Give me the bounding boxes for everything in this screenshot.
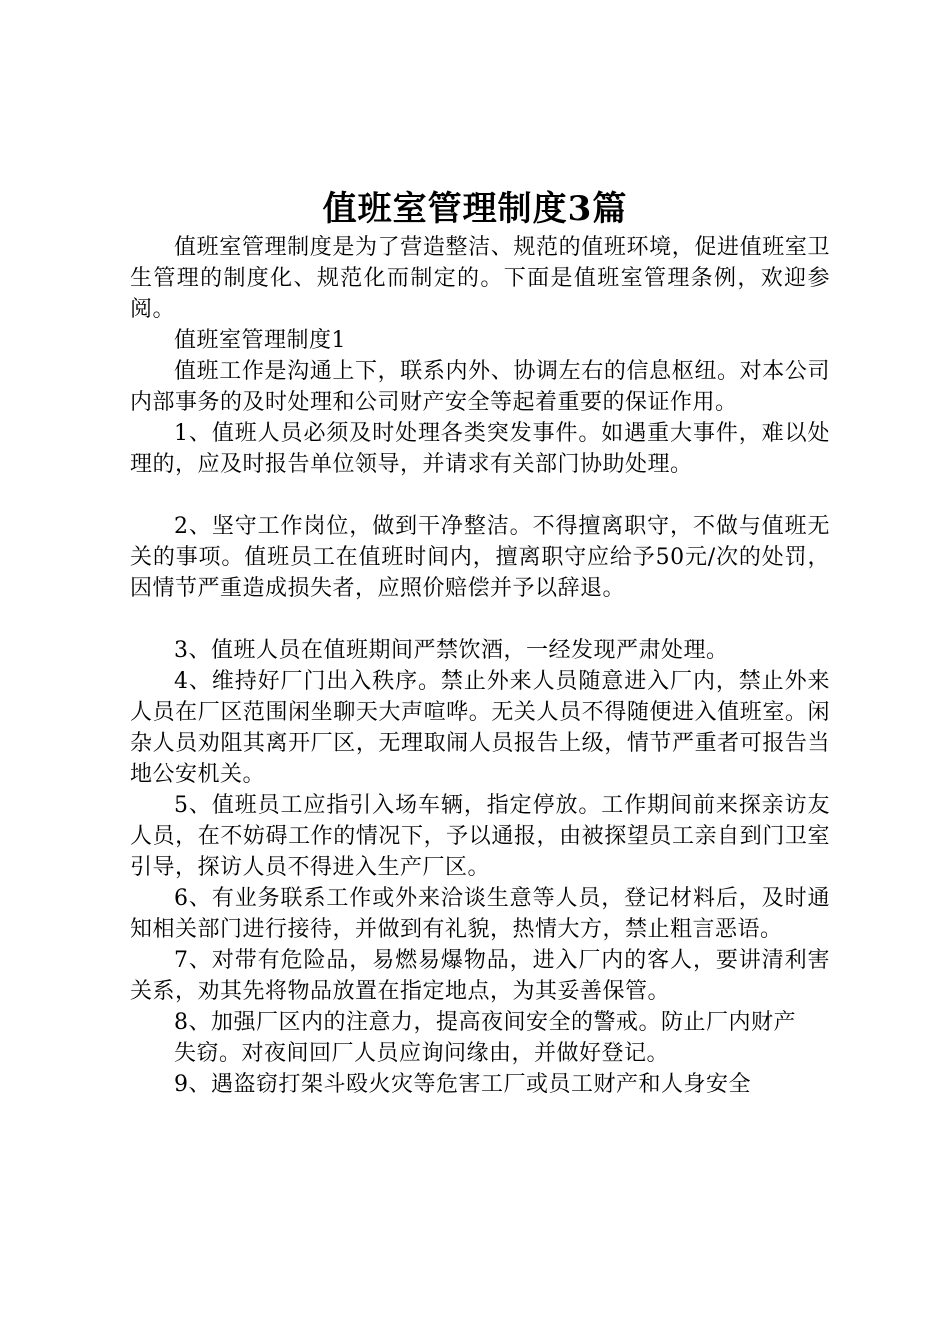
rule-item-1: 1、值班人员必须及时处理各类突发事件。如遇重大事件，难以处理的，应及时报告单位领导，并请求有关部门协助处理。 <box>130 421 830 477</box>
document-body <box>130 232 830 1100</box>
intro-paragraph: 值班室管理制度是为了营造整洁、规范的值班环境，促进值班室卫生管理的制度化、规范化而制定的。下面是值班室管理条例，欢迎参阅。 <box>130 235 830 322</box>
rule-item-9: 9、遇盗窃打架斗殴火灾等危害工厂或员工财产和人身安全 <box>174 1072 751 1097</box>
rule-item-4: 4、维持好厂门出入秩序。禁止外来人员随意进入厂内，禁止外来人员在厂区范围闲坐聊天大声喧哗。无关人员不得随便进入值班室。闲杂人员劝阻其离开厂区，无理取闹人员报告上级，情节严重者可报告当地公安机关。 <box>130 669 830 787</box>
section-heading: 值班室管理制度1 <box>174 328 346 353</box>
rule-item-8: 8、加强厂区内的注意力，提高夜间安全的警戒。防止厂内财产 <box>174 1010 796 1035</box>
rule-item-7: 7、对带有危险品，易燃易爆物品，进入厂内的客人，要讲清利害关系，劝其先将物品放置在指定地点，为其妥善保管。 <box>130 948 830 1004</box>
rule-item-8-continued: 失窃。对夜间回厂人员应询问缘由，并做好登记。 <box>174 1041 670 1066</box>
rule-item-6: 6、有业务联系工作或外来洽谈生意等人员，登记材料后，及时通知相关部门进行接待，并做到有礼貌，热情大方，禁止粗言恶语。 <box>130 886 830 942</box>
rule-item-3: 3、值班人员在值班期间严禁饮酒，一经发现严肃处理。 <box>174 638 729 663</box>
document-title: 值班室管理制度3篇 <box>322 189 628 229</box>
rule-item-5: 5、值班员工应指引入场车辆，指定停放。工作期间前来探亲访友人员，在不妨碍工作的情况下，予以通报，由被探望员工亲自到门卫室引导，探访人员不得进入生产厂区。 <box>130 793 830 880</box>
section-intro-paragraph: 值班工作是沟通上下，联系内外、协调左右的信息枢纽。对本公司内部事务的及时处理和公司财产安全等起着重要的保证作用。 <box>130 359 830 415</box>
rule-item-2: 2、坚守工作岗位，做到干净整洁。不得擅离职守，不做与值班无关的事项。值班员工在值班时间内，擅离职守应给予50元/次的处罚，因情节严重造成损失者，应照价赔偿并予以辞退。 <box>130 514 830 601</box>
